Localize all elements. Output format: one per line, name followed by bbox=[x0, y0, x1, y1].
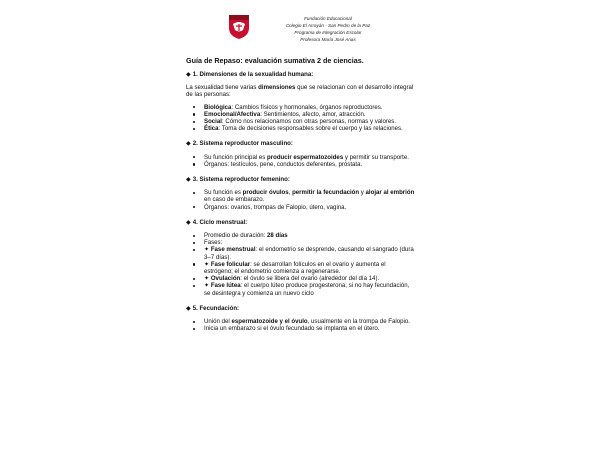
bullet-icon bbox=[193, 328, 195, 330]
bullet-icon bbox=[193, 106, 195, 108]
bullet-icon bbox=[193, 206, 195, 208]
diamond-icon: ◆ bbox=[186, 71, 191, 78]
document-title: Guía de Repaso: evaluación sumativa 2 de ciencias. bbox=[186, 56, 364, 65]
diamond-icon: ◆ bbox=[186, 304, 191, 312]
list-item: ✦ Fase lútea: el cuerpo lúteo produce progesterona; si no hay fecundación, se desintegra y comienza un nuevo ciclo bbox=[204, 282, 416, 296]
list-item: Su función principal es producir espermatozoides y permitir su transporte. bbox=[204, 154, 416, 161]
bullet-icon bbox=[193, 278, 195, 280]
list-item: Social: Cómo nos relacionamos con otras personas, normas y valores. bbox=[204, 118, 416, 125]
list-item: Su función es producir óvulos, permitir la fecundación y alojar al embrión en caso de embarazo. bbox=[204, 189, 416, 203]
list-item: ✦ Fase folicular: se desarrollan folículos en el ovario y aumenta el estrógeno; el endometrio comienza a regenerarse. bbox=[204, 261, 416, 275]
bullet-icon bbox=[193, 285, 195, 287]
section-1-intro: La sexualidad tiene varias dimensiones que se relacionan con el desarrollo integral de las personas: bbox=[186, 84, 414, 99]
bullet-icon bbox=[193, 242, 195, 244]
bullet-icon bbox=[193, 192, 195, 194]
institution-school: Colegio El Arrayán - San Pedro de la Paz bbox=[285, 23, 371, 28]
diamond-icon: ◆ bbox=[186, 218, 191, 226]
section-1-list bbox=[186, 104, 416, 133]
list-item: ✦ Ovulación: el óvulo se libera del ovario (alrededor del día 14). bbox=[204, 275, 416, 282]
bullet-icon bbox=[193, 235, 195, 237]
section-2-heading: ◆ 2. Sistema reproductor masculino: bbox=[186, 140, 293, 148]
section-4-list bbox=[186, 232, 416, 297]
sparkle-icon: ✦ bbox=[204, 275, 210, 283]
list-item: Unión del espermatozoide y el óvulo, usualmente en la trompa de Falopio. bbox=[204, 318, 416, 325]
bullet-icon bbox=[193, 121, 195, 123]
diamond-icon: ◆ bbox=[186, 176, 191, 184]
list-item: Fases: bbox=[204, 239, 416, 246]
section-5-list bbox=[186, 318, 416, 332]
section-5-heading: ◆ 5. Fecundación: bbox=[186, 304, 240, 312]
sparkle-icon: ✦ bbox=[204, 260, 210, 268]
section-3-heading: ◆ 3. Sistema reproductor femenino: bbox=[186, 176, 290, 184]
sparkle-icon: ✦ bbox=[204, 282, 210, 290]
diamond-icon: ◆ bbox=[186, 140, 191, 148]
section-2-list bbox=[186, 154, 416, 168]
section-3-list bbox=[186, 189, 416, 211]
institution-teacher: Profesora María José Arias bbox=[300, 37, 356, 42]
school-crest-logo bbox=[228, 14, 250, 40]
section-4-heading: ◆ 4. Ciclo menstrual: bbox=[186, 218, 248, 226]
list-item: Biológica: Cambios físicos y hormonales, órganos reproductores. bbox=[204, 104, 416, 111]
bullet-icon bbox=[193, 263, 195, 265]
bullet-icon bbox=[193, 321, 195, 323]
section-1-heading: ◆ 1. Dimensiones de la sexualidad humana: bbox=[186, 71, 314, 78]
bullet-icon bbox=[193, 163, 195, 165]
bullet-icon bbox=[193, 113, 195, 115]
list-item: Órganos: testículos, pene, conductos deferentes, próstata. bbox=[204, 161, 416, 168]
bullet-icon bbox=[193, 249, 195, 251]
sparkle-icon: ✦ bbox=[204, 246, 210, 254]
list-item: ✦ Fase menstrual: el endometrio se desprende, causando el sangrado (dura 3–7 días). bbox=[204, 246, 416, 260]
institution-block bbox=[258, 15, 398, 43]
list-item: Inicia un embarazo si el óvulo fecundado se implanta en el útero. bbox=[204, 325, 416, 332]
document-body bbox=[186, 56, 416, 340]
bullet-icon bbox=[193, 156, 195, 158]
list-item: Emocional/Afectiva: Sentimientos, afecto, amor, atracción. bbox=[204, 111, 416, 118]
list-item: Promedio de duración: 28 días bbox=[204, 232, 416, 239]
list-item: Órganos: ovarios, trompas de Falopio, útero, vagina. bbox=[204, 204, 416, 211]
bullet-icon bbox=[193, 128, 195, 130]
institution-program: Programa de Integración Escolar bbox=[294, 30, 362, 35]
list-item: Ética: Toma de decisiones responsables sobre el cuerpo y las relaciones. bbox=[204, 125, 416, 132]
institution-foundation: Fundación Educacional bbox=[304, 16, 352, 21]
